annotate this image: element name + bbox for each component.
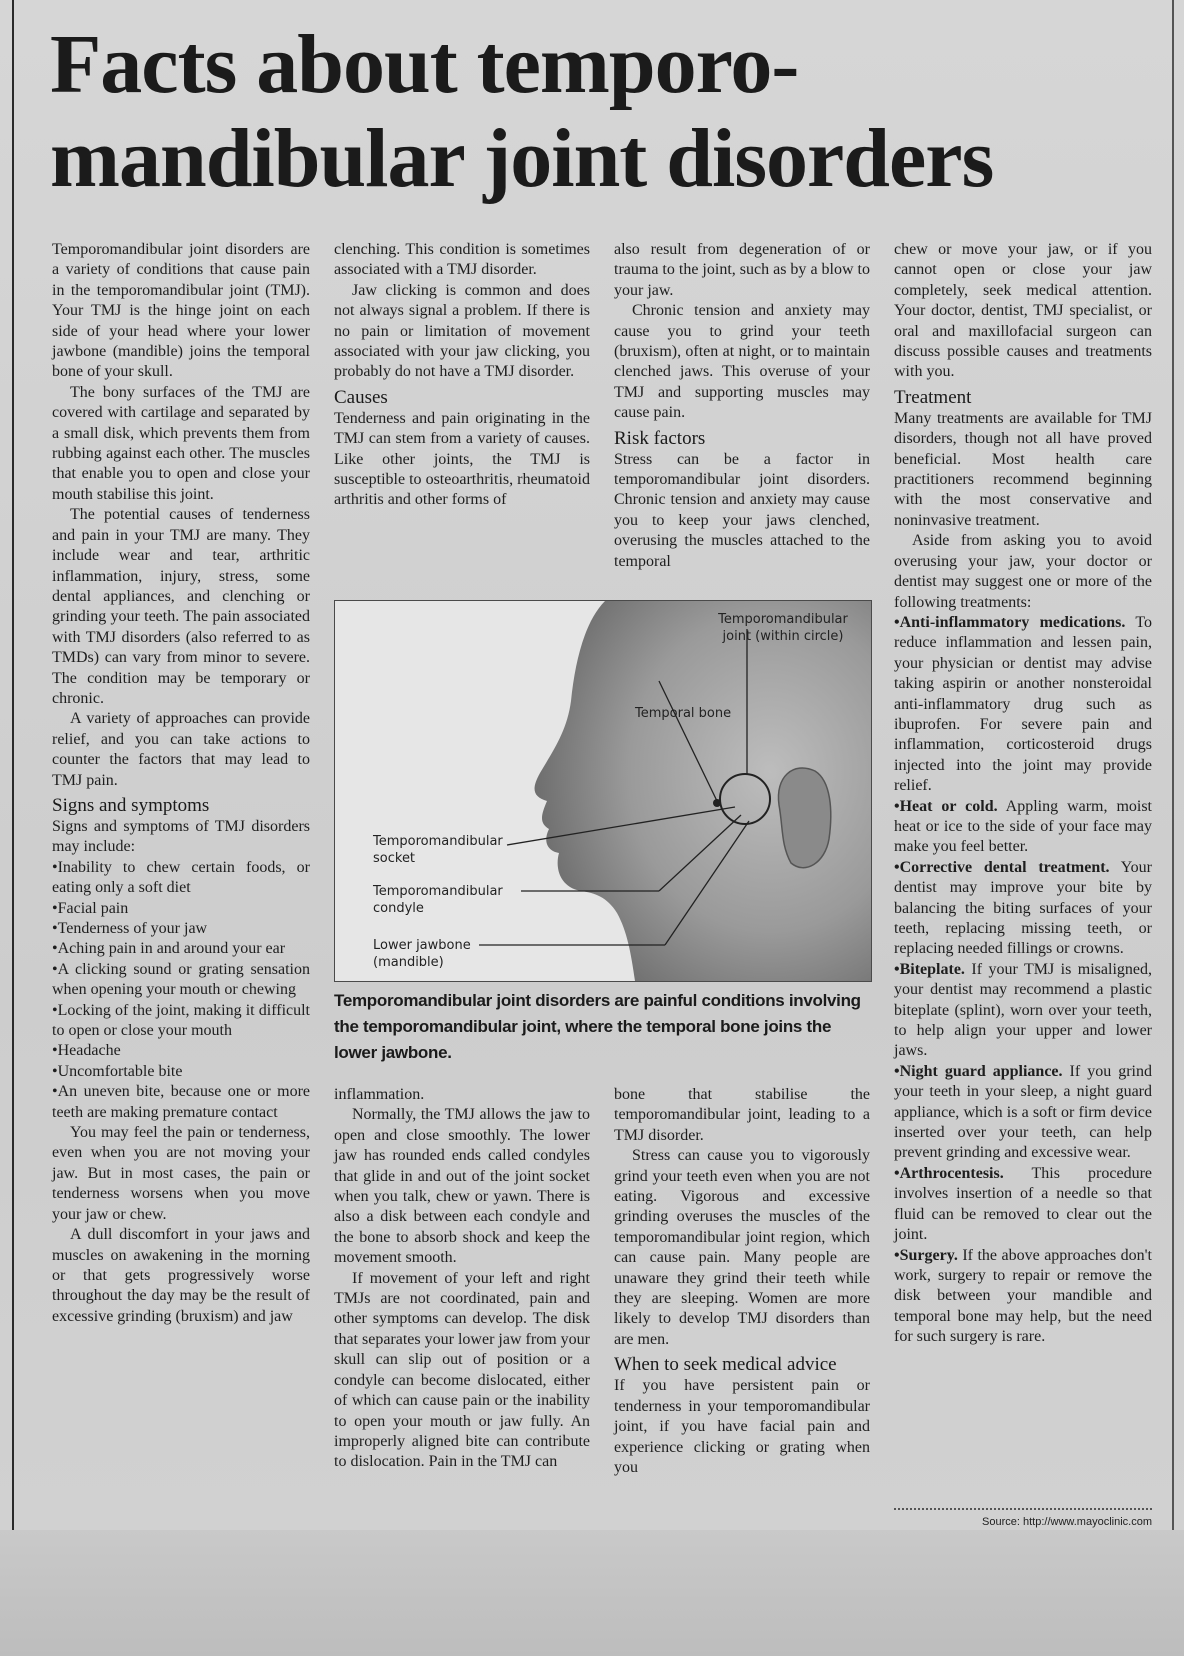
paragraph: Jaw clicking is common and does not always signal a problem. If there is no pain or limitation of movement associated with your jaw clicking, you probably do not have a TMJ disorder. bbox=[334, 281, 590, 381]
paragraph: also result from degeneration of or trauma to the joint, such as by a blow to your jaw. bbox=[614, 241, 870, 299]
page-bottom-margin bbox=[0, 1530, 1184, 1656]
label-tmj-socket: Temporomandibular socket bbox=[373, 834, 503, 866]
paragraph: You may feel the pain or tenderness, even when you are not moving your jaw. But in most cases, the pain or tenderness worsens when you move your jaw or chew. bbox=[52, 1124, 310, 1223]
list-item: •Facial pain bbox=[52, 899, 129, 917]
section-heading-risk-factors: Risk factors bbox=[614, 427, 706, 449]
treatment-title: •Corrective dental treatment. bbox=[894, 858, 1110, 876]
paragraph: Aside from asking you to avoid overusing your jaw, your doctor or dentist may suggest one or more of the following treatments: bbox=[894, 532, 1152, 611]
column-4 bbox=[894, 240, 1152, 1348]
paragraph: A variety of approaches can provide relief, and you can take actions to counter the factors that may lead to TMJ pain. bbox=[52, 710, 310, 789]
section-heading-signs: Signs and symptoms bbox=[52, 794, 210, 816]
tmj-illustration bbox=[334, 600, 872, 982]
paragraph: Stress can be a factor in temporomandibular joint disorders. Chronic tension and anxiety may cause you to keep your jaws clenched, overusing the muscles attached to the temporal bbox=[614, 450, 870, 570]
paragraph: Chronic tension and anxiety may cause you to grind your teeth (bruxism), often at night, or to maintain clenched jaws. This overuse of your TMJ and supporting muscles may cause pain. bbox=[614, 302, 870, 422]
treatment-item bbox=[894, 797, 1152, 858]
paragraph: Signs and symptoms of TMJ disorders may include: bbox=[52, 817, 310, 856]
list-item: •Headache bbox=[52, 1042, 121, 1060]
paragraph: If you have persistent pain or tenderness in your temporomandibular joint, if you have facial pain and experience clicking or grating when you bbox=[614, 1377, 870, 1476]
column-rule-right bbox=[1172, 0, 1174, 1530]
treatment-title: •Arthrocentesis. bbox=[894, 1164, 1004, 1182]
paragraph: Many treatments are available for TMJ disorders, though not all have proved beneficial. Most health care practitioners recommend beginning with the most conservative and noninvasive treatment. bbox=[894, 409, 1152, 529]
ear-shape bbox=[778, 768, 830, 868]
treatment-text: If the above approaches don't work, surgery to repair or remove the disk between your mandible and temporal bone may help, but the need for such surgery is rare. bbox=[894, 1246, 1152, 1346]
treatment-item bbox=[894, 960, 1152, 1062]
column-rule-left bbox=[12, 0, 14, 1530]
list-item: •A clicking sound or grating sensation when opening your mouth or chewing bbox=[52, 960, 310, 999]
paragraph: Normally, the TMJ allows the jaw to open and close smoothly. The lower jaw has rounded ends called condyles that glide in and out of the joint socket when you talk, chew or yawn. There is also a disk between each condyle and the bone to absorb shock and keep the movement smooth. bbox=[334, 1106, 590, 1267]
column-1 bbox=[52, 240, 310, 1327]
column-2-top bbox=[334, 240, 590, 511]
list-item: •Inability to chew certain foods, or eating only a soft diet bbox=[52, 858, 310, 897]
label-tmj-within-circle: Temporomandibular joint (within circle) bbox=[718, 612, 848, 644]
figure-caption: Temporomandibular joint disorders are painful conditions involving the temporomandibular joint, where the temporal bone joins the lower jawbone. bbox=[334, 991, 861, 1062]
treatment-text: This procedure involves insertion of a needle so that fluid can be removed to clear out the joint. bbox=[894, 1164, 1152, 1244]
paragraph: A dull discomfort in your jaws and muscles on awakening in the morning or that gets progressively worse throughout the day may be the result of excessive grinding (bruxism) and jaw bbox=[52, 1226, 310, 1325]
treatment-text: Appling warm, moist heat or ice to the side of your face may make you feel better. bbox=[894, 797, 1153, 856]
section-heading-treatment: Treatment bbox=[894, 386, 972, 408]
paragraph: The potential causes of tenderness and pain in your TMJ are many. They include wear and tear, arthritic inflammation, injury, stress, some dental appliances, and clenching or grinding your teeth. The pain associated with TMJ disorders (also referred to as TMDs) can vary from minor to severe. The condition may be temporary or chronic. bbox=[52, 506, 310, 707]
treatment-item bbox=[894, 1246, 1152, 1348]
treatment-title: •Anti-inflammatory medications. bbox=[894, 613, 1126, 631]
treatment-title: •Heat or cold. bbox=[894, 797, 998, 815]
treatment-text: If you grind your teeth in your sleep, a night guard appliance, which is a soft or firm device inserted over your teeth, can help prevent grinding and excessive wear. bbox=[894, 1062, 1153, 1162]
paragraph: If movement of your left and right TMJs are not coordinated, pain and other symptoms can develop. The disk that separates your lower jaw from your skull can slip out of position or a condyle can become dislocated, either of which can cause pain or the inability to open your mouth or jaw fully. An improperly aligned bite can contribute to dislocation. Pain in the TMJ can bbox=[334, 1269, 590, 1471]
list-item: •Locking of the joint, making it difficult to open or close your mouth bbox=[52, 1001, 310, 1040]
treatment-item bbox=[894, 613, 1152, 797]
paragraph: Stress can cause you to vigorously grind your teeth even when you are not eating. Vigorous and excessive grinding overuses the muscles of the temporomandibular joint region, which can cause pain. Many people are unaware they grind their teeth while they are sleeping. Women are more likely to develop TMJ disorders than are men. bbox=[614, 1147, 870, 1348]
head-profile-illustration bbox=[335, 601, 871, 981]
column-3-bottom bbox=[614, 1085, 870, 1478]
paragraph: Temporomandibular joint disorders are a variety of conditions that cause pain in the temporomandibular joint (TMJ). Your TMJ is the hinge joint on each side of your head where your lower jawbone (mandible) joins the temporal bone of your skull. bbox=[52, 241, 310, 381]
headline: Facts about temporo-mandibular joint disorders bbox=[50, 18, 994, 205]
treatment-item bbox=[894, 1164, 1152, 1246]
paragraph: The bony surfaces of the TMJ are covered with cartilage and separated by a small disk, which prevents them from rubbing against each other. The muscles that enable you to open and close your mouth stabilise this joint. bbox=[52, 383, 310, 503]
column-3-top bbox=[614, 240, 870, 572]
label-tmj-condyle: Temporomandibular condyle bbox=[373, 884, 503, 916]
treatment-text: Your dentist may improve your bite by balancing the biting surfaces of your teeth, replacing missing teeth, or replacing needed fillings or crowns. bbox=[894, 858, 1153, 958]
section-heading-seek-advice: When to seek medical advice bbox=[614, 1354, 837, 1376]
treatment-item bbox=[894, 1062, 1152, 1164]
source-credit: Source: http://www.mayoclinic.com bbox=[982, 1516, 1152, 1528]
label-temporal-bone: Temporal bone bbox=[635, 706, 732, 721]
treatment-item bbox=[894, 858, 1152, 960]
list-item: •An uneven bite, because one or more teeth are making premature contact bbox=[52, 1083, 310, 1121]
label-lower-jawbone: Lower jawbone (mandible) bbox=[373, 938, 471, 970]
paragraph: Tenderness and pain originating in the TMJ can stem from a variety of causes. Like other joints, the TMJ is susceptible to osteoarthritis, rheumatoid arthritis and other forms of bbox=[334, 409, 590, 509]
treatment-title: •Biteplate. bbox=[894, 960, 965, 978]
treatment-title: •Surgery. bbox=[894, 1246, 958, 1264]
section-heading-causes: Causes bbox=[334, 386, 388, 408]
list-item: •Uncomfortable bite bbox=[52, 1062, 183, 1080]
list-item: •Tenderness of your jaw bbox=[52, 920, 208, 937]
treatment-text: If your TMJ is misaligned, your dentist may recommend a plastic biteplate (splint), worn over your teeth, to help align your upper and lower jaws. bbox=[894, 960, 1152, 1060]
list-item: •Aching pain in and around your ear bbox=[52, 940, 286, 958]
column-2-bottom bbox=[334, 1085, 590, 1473]
paragraph: bone that stabilise the temporomandibular joint, leading to a TMJ disorder. bbox=[614, 1086, 870, 1144]
source-divider bbox=[894, 1508, 1152, 1510]
treatment-title: •Night guard appliance. bbox=[894, 1062, 1063, 1080]
paragraph: chew or move your jaw, or if you cannot open or close your jaw completely, seek medical attention. Your doctor, dentist, TMJ specialist, or oral and maxillofacial surgeon can discuss possible causes and treatments with you. bbox=[894, 241, 1152, 381]
paragraph: inflammation. bbox=[334, 1086, 425, 1103]
treatment-text: To reduce inflammation and lessen pain, your physician or dentist may advise taking aspirin or another nonsteroidal anti-inflammatory drug such as ibuprofen. For severe pain and inflammation, corticosteroid drugs injected into the joint may provide relief. bbox=[894, 613, 1152, 795]
paragraph: clenching. This condition is sometimes associated with a TMJ disorder. bbox=[334, 241, 590, 279]
